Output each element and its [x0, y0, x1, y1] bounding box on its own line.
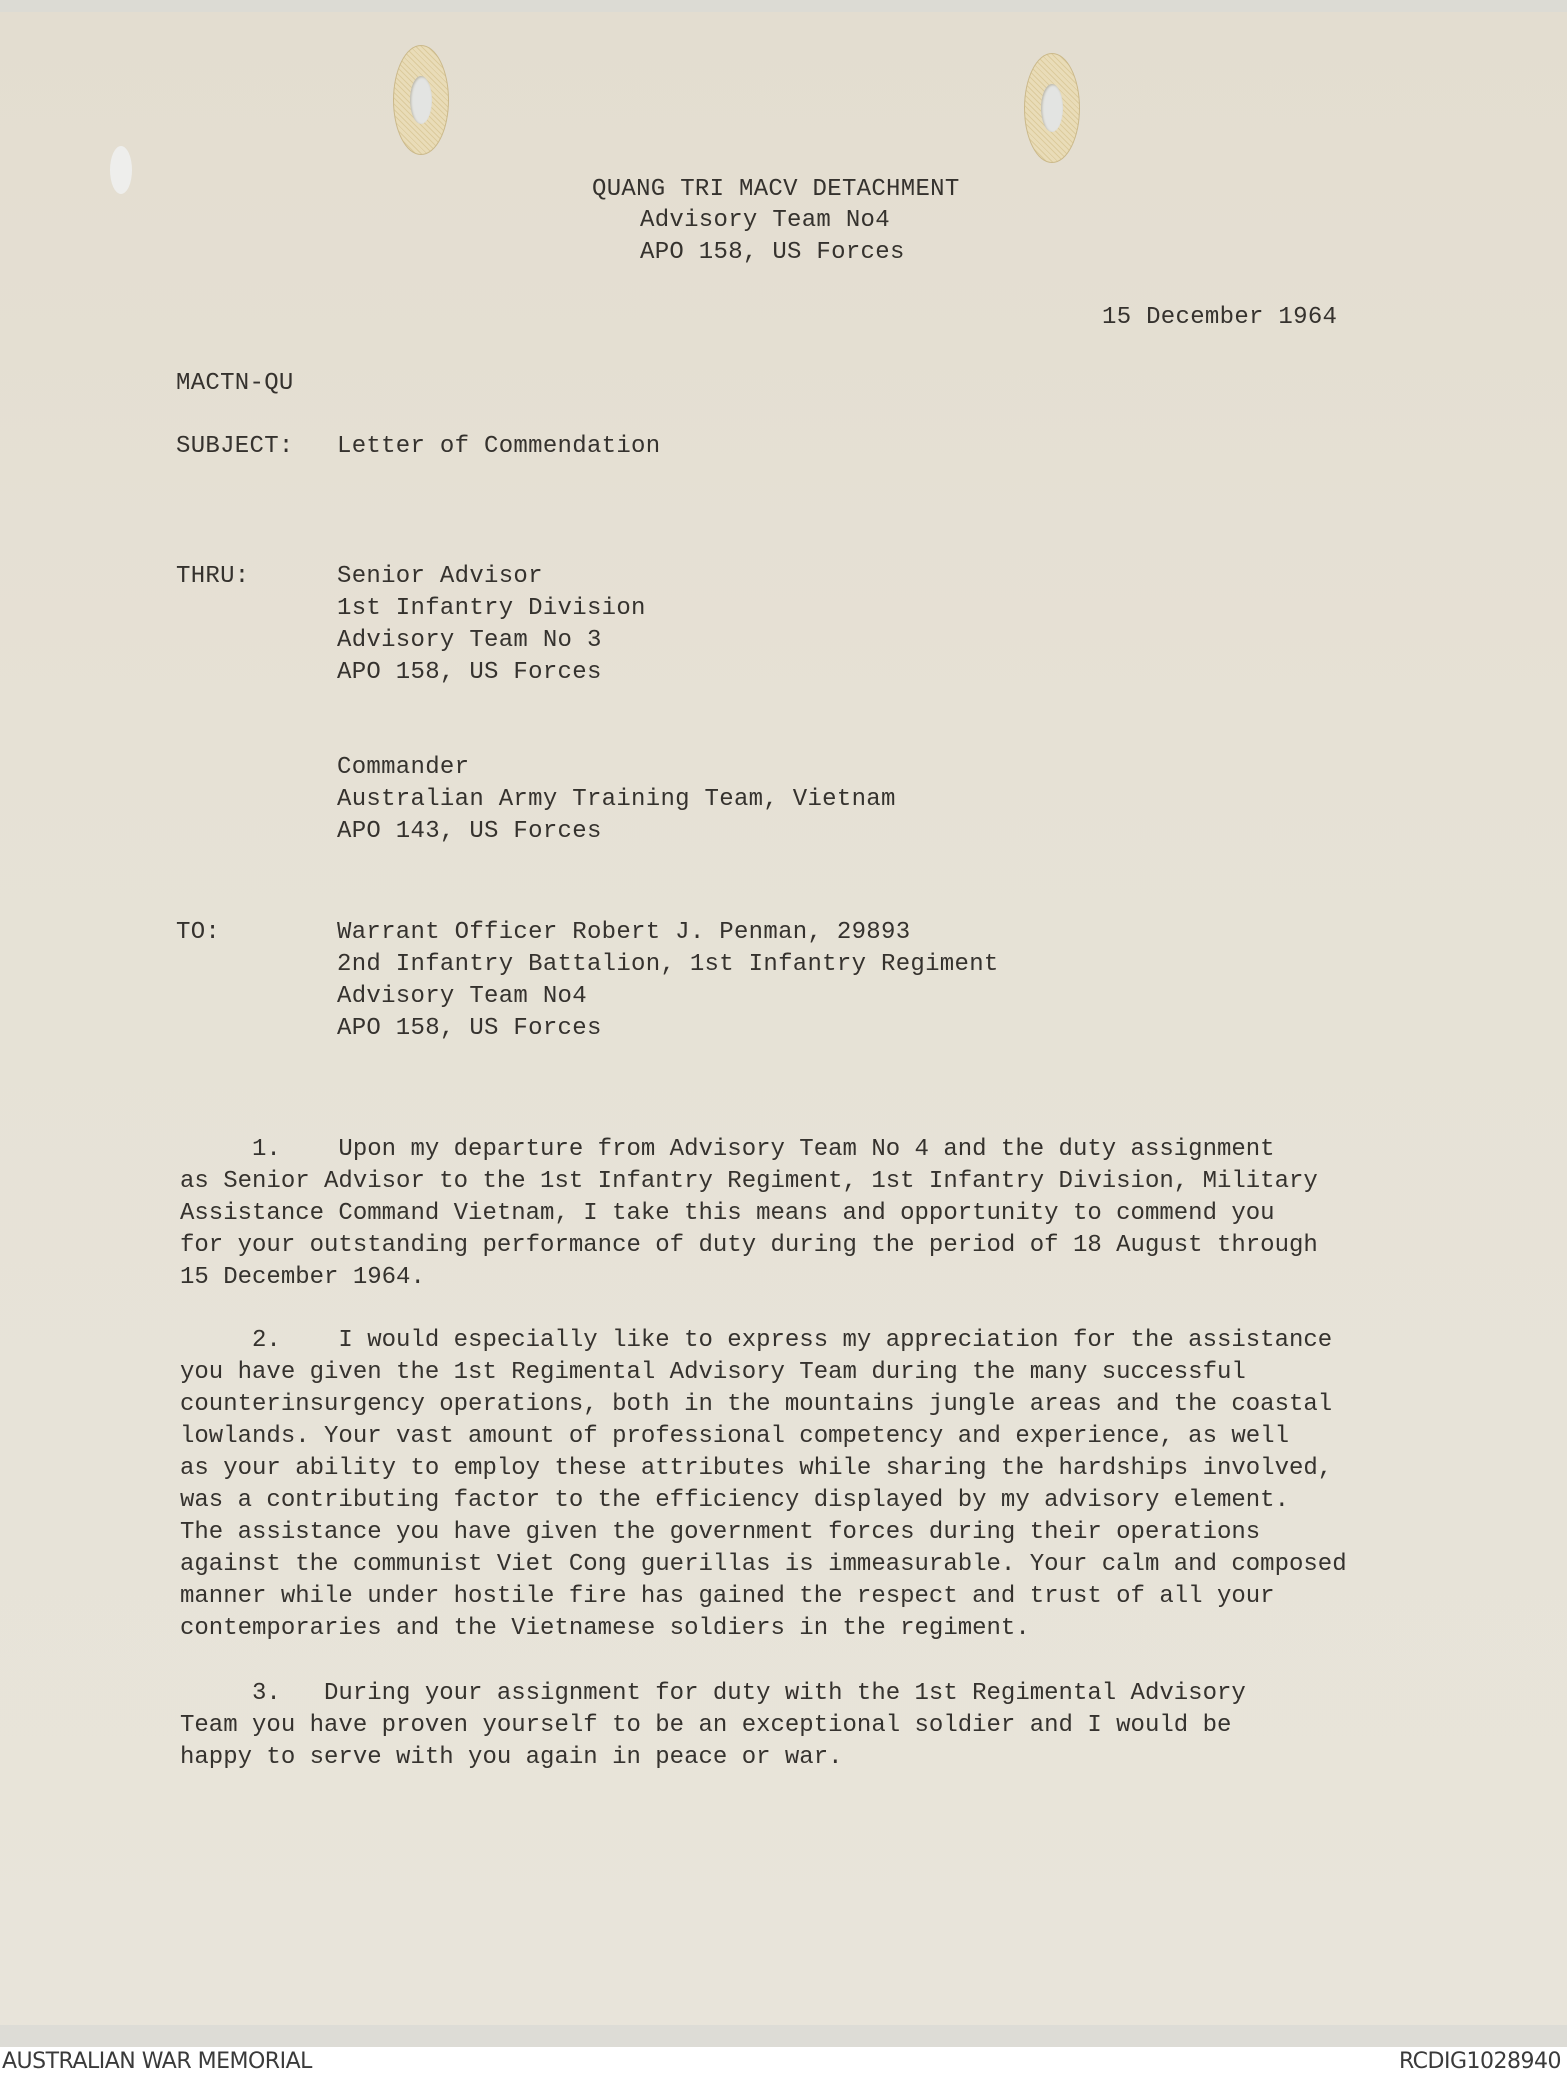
thru-addressee2-line: Commander — [337, 754, 470, 781]
paragraph-line: for your outstanding performance of duty during the period of 18 August through — [180, 1232, 1318, 1259]
thru-addressee2-line: APO 143, US Forces — [337, 818, 602, 845]
paragraph-line: 1. Upon my departure from Advisory Team No 4 and the duty assignment — [180, 1136, 1275, 1163]
paragraph-line: 2. I would especially like to express my appreciation for the assistance — [180, 1327, 1333, 1354]
thru-addressee1-line: Advisory Team No 3 — [337, 627, 602, 654]
paragraph-line: you have given the 1st Regimental Advisory Team during the many successful — [180, 1359, 1246, 1386]
hole-reinforcer-right — [1024, 53, 1080, 163]
paragraph-line: was a contributing factor to the efficiency displayed by my advisory element. — [180, 1487, 1289, 1514]
letter-date: 15 December 1964 — [1102, 304, 1338, 331]
paragraph-line: happy to serve with you again in peace or war. — [180, 1744, 843, 1771]
footer-institution: AUSTRALIAN WAR MEMORIAL — [2, 2049, 312, 2074]
paragraph-line: Team you have proven yourself to be an exceptional soldier and I would be — [180, 1712, 1232, 1739]
to-line: Advisory Team No4 — [337, 983, 587, 1010]
thru-label: THRU: — [176, 563, 250, 590]
letterhead-line-1: QUANG TRI MACV DETACHMENT — [592, 176, 960, 203]
paragraph-line: 3. During your assignment for duty with the 1st Regimental Advisory — [180, 1680, 1246, 1707]
paragraph-line: lowlands. Your vast amount of professional competency and experience, as well — [180, 1423, 1289, 1450]
paragraph-line: against the communist Viet Cong guerillas is immeasurable. Your calm and composed — [180, 1551, 1347, 1578]
footer-catalogue-id: RCDIG1028940 — [1398, 2049, 1561, 2074]
to-line: APO 158, US Forces — [337, 1015, 602, 1042]
to-label: TO: — [176, 919, 221, 946]
paragraph-line: as your ability to employ these attributes while sharing the hardships involved, — [180, 1455, 1333, 1482]
to-line: 2nd Infantry Battalion, 1st Infantry Regiment — [337, 951, 999, 978]
paragraph-line: counterinsurgency operations, both in the mountains jungle areas and the coastal — [180, 1391, 1333, 1418]
to-line: Warrant Officer Robert J. Penman, 29893 — [337, 919, 911, 946]
paragraph-line: manner while under hostile fire has gained the respect and trust of all your — [180, 1583, 1275, 1610]
reference-code: MACTN-QU — [176, 370, 294, 397]
paragraph-line: The assistance you have given the government forces during their operations — [180, 1519, 1261, 1546]
paragraph-line: as Senior Advisor to the 1st Infantry Regiment, 1st Infantry Division, Military — [180, 1168, 1318, 1195]
subject-value: Letter of Commendation — [337, 433, 661, 460]
punched-hole — [110, 146, 132, 194]
thru-addressee1-line: 1st Infantry Division — [337, 595, 646, 622]
paragraph-line: contemporaries and the Vietnamese soldiers in the regiment. — [180, 1615, 1030, 1642]
letterhead-line-3: APO 158, US Forces — [640, 239, 905, 266]
subject-label: SUBJECT: — [176, 433, 294, 460]
thru-addressee1-line: Senior Advisor — [337, 563, 543, 590]
letterhead-line-2: Advisory Team No4 — [640, 207, 890, 234]
paragraph-line: Assistance Command Vietnam, I take this means and opportunity to commend you — [180, 1200, 1275, 1227]
hole-reinforcer-left — [393, 45, 449, 155]
thru-addressee2-line: Australian Army Training Team, Vietnam — [337, 786, 896, 813]
paragraph-line: 15 December 1964. — [180, 1264, 425, 1291]
thru-addressee1-line: APO 158, US Forces — [337, 659, 602, 686]
